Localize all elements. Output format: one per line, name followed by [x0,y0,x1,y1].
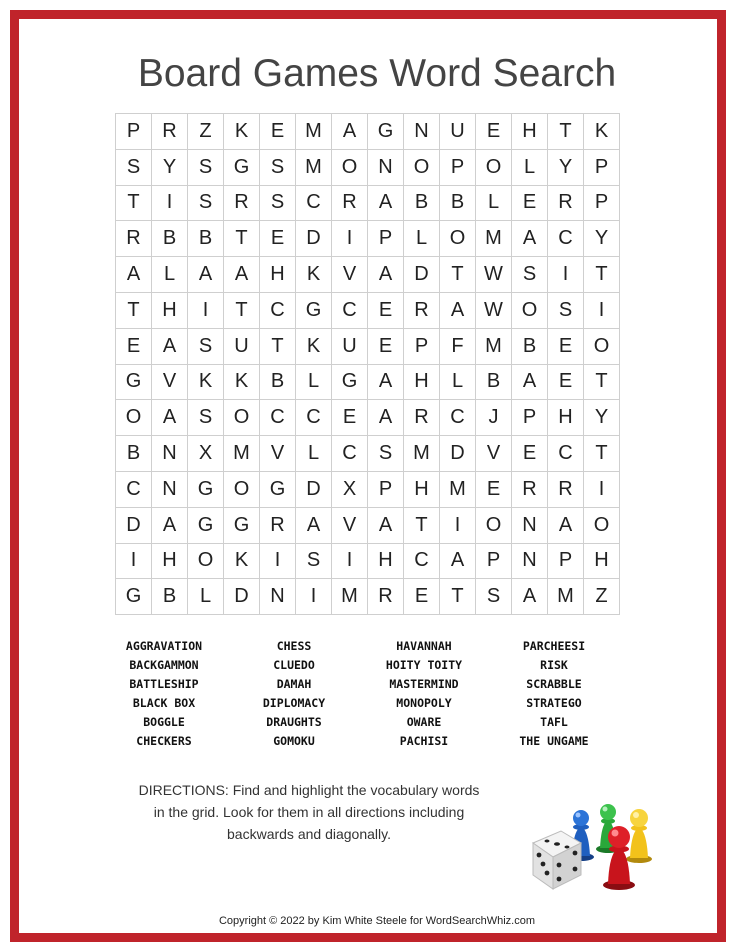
grid-cell[interactable]: S [296,544,332,580]
grid-cell[interactable]: S [512,257,548,293]
grid-cell[interactable]: I [188,293,224,329]
grid-cell[interactable]: M [296,150,332,186]
grid-cell[interactable]: X [188,436,224,472]
grid-cell[interactable]: S [188,150,224,186]
grid-cell[interactable]: C [296,400,332,436]
grid-cell[interactable]: A [368,365,404,401]
grid-cell[interactable]: N [512,544,548,580]
word-column [489,637,619,751]
page-frame [10,10,726,942]
grid-cell[interactable]: N [260,579,296,615]
grid-cell[interactable]: G [296,293,332,329]
copyright-notice: Copyright © 2022 by Kim White Steele for WordSearchWhiz.com [218,915,536,927]
grid-cell[interactable]: E [476,114,512,150]
grid-cell[interactable]: O [476,150,512,186]
grid-cell[interactable]: C [440,400,476,436]
grid-cell[interactable]: R [152,114,188,150]
grid-cell[interactable]: B [404,186,440,222]
vocabulary-word: CHESS [276,639,312,653]
grid-cell[interactable]: K [224,114,260,150]
grid-cell[interactable]: V [332,508,368,544]
grid-cell[interactable]: N [512,508,548,544]
directions-line: backwards and diagonally. [227,826,391,842]
grid-cell[interactable]: R [368,579,404,615]
grid-cell[interactable]: E [260,221,296,257]
grid-cell[interactable]: R [224,186,260,222]
grid-cell[interactable]: K [584,114,620,150]
grid-cell[interactable]: A [512,221,548,257]
word-column [229,637,359,751]
grid-cell[interactable]: S [188,329,224,365]
grid-cell[interactable]: S [476,579,512,615]
grid-cell[interactable]: C [548,436,584,472]
page-title: Board Games Word Search [137,52,617,95]
grid-cell[interactable]: K [296,329,332,365]
grid-cell[interactable]: E [368,329,404,365]
grid-cell[interactable]: R [404,400,440,436]
vocabulary-word: CLUEDO [273,658,315,672]
grid-cell[interactable]: T [116,186,152,222]
grid-cell[interactable]: S [548,293,584,329]
grid-cell[interactable]: A [548,508,584,544]
grid-cell[interactable]: L [296,436,332,472]
grid-cell[interactable]: S [368,436,404,472]
word-list [99,637,619,751]
grid-cell[interactable]: A [152,400,188,436]
grid-cell[interactable]: W [476,257,512,293]
grid-cell[interactable]: A [152,329,188,365]
grid-cell[interactable]: M [548,579,584,615]
grid-cell[interactable]: D [404,257,440,293]
grid-cell[interactable]: M [296,114,332,150]
grid-cell[interactable]: R [260,508,296,544]
grid-cell[interactable]: Y [584,400,620,436]
vocabulary-word: DAMAH [276,677,312,691]
grid-cell[interactable]: A [296,508,332,544]
grid-cell[interactable]: L [296,365,332,401]
grid-cell[interactable]: T [440,579,476,615]
grid-cell[interactable]: L [404,221,440,257]
vocabulary-word: GOMOKU [273,734,315,748]
grid-cell[interactable]: R [332,186,368,222]
grid-cell[interactable]: H [260,257,296,293]
grid-cell[interactable]: H [368,544,404,580]
grid-cell[interactable]: I [332,544,368,580]
grid-cell[interactable]: H [548,400,584,436]
grid-cell[interactable]: N [368,150,404,186]
grid-cell[interactable]: I [152,186,188,222]
grid-cell[interactable]: A [332,114,368,150]
grid-cell[interactable]: A [368,186,404,222]
grid-cell[interactable]: P [584,150,620,186]
grid-cell[interactable]: A [116,257,152,293]
vocabulary-word: CHECKERS [136,734,192,748]
grid-cell[interactable]: C [260,400,296,436]
grid-cell[interactable]: A [440,544,476,580]
grid-cell[interactable]: G [188,472,224,508]
grid-cell[interactable]: K [224,544,260,580]
vocabulary-word: DIPLOMACY [262,696,326,710]
grid-cell[interactable]: G [116,579,152,615]
dice-icon [533,831,581,889]
grid-cell[interactable]: O [440,221,476,257]
grid-cell[interactable]: I [332,221,368,257]
vocabulary-word: DRAUGHTS [266,715,322,729]
grid-cell[interactable]: Y [152,150,188,186]
grid-cell[interactable]: T [116,293,152,329]
grid-cell[interactable]: D [116,508,152,544]
grid-cell[interactable]: C [296,186,332,222]
grid-cell[interactable]: E [332,400,368,436]
grid-cell[interactable]: B [512,329,548,365]
grid-cell[interactable]: T [584,436,620,472]
grid-cell[interactable]: J [476,400,512,436]
vocabulary-word: THE UNGAME [519,734,589,748]
grid-cell[interactable]: Z [188,114,224,150]
grid-cell[interactable]: N [152,472,188,508]
grid-cell[interactable]: A [368,257,404,293]
grid-cell[interactable]: T [260,329,296,365]
grid-cell[interactable]: Y [584,221,620,257]
grid-cell[interactable]: O [584,508,620,544]
grid-cell[interactable]: R [404,293,440,329]
grid-cell[interactable]: V [332,257,368,293]
grid-cell[interactable]: V [476,436,512,472]
vocabulary-word: HOITY TOITY [385,658,463,672]
grid-cell[interactable]: B [476,365,512,401]
grid-cell[interactable]: M [332,579,368,615]
grid-cell[interactable]: P [476,544,512,580]
grid-cell[interactable]: E [404,579,440,615]
grid-cell[interactable]: E [476,472,512,508]
vocabulary-word: RISK [540,658,568,672]
grid-cell[interactable]: B [260,365,296,401]
grid-cell[interactable]: C [332,293,368,329]
grid-cell[interactable]: W [476,293,512,329]
grid-cell[interactable]: P [548,544,584,580]
grid-cell[interactable]: E [548,329,584,365]
grid-cell[interactable]: T [548,114,584,150]
grid-cell[interactable]: E [260,114,296,150]
vocabulary-word: PARCHEESI [522,639,586,653]
grid-cell[interactable]: N [152,436,188,472]
word-column [99,637,229,751]
grid-cell[interactable]: G [188,508,224,544]
grid-cell[interactable]: U [332,329,368,365]
grid-cell[interactable]: P [368,472,404,508]
directions-text [119,779,499,845]
grid-cell[interactable]: Y [548,150,584,186]
grid-cell[interactable]: M [476,329,512,365]
grid-cell[interactable]: H [512,114,548,150]
grid-cell[interactable]: P [368,221,404,257]
grid-cell[interactable]: R [116,221,152,257]
grid-cell[interactable]: I [548,257,584,293]
grid-cell[interactable]: C [548,221,584,257]
grid-cell[interactable]: M [404,436,440,472]
vocabulary-word: MASTERMIND [389,677,459,691]
grid-cell[interactable]: E [548,365,584,401]
grid-cell[interactable]: M [224,436,260,472]
grid-cell[interactable]: D [296,221,332,257]
grid-cell[interactable]: O [224,400,260,436]
vocabulary-word: AGGRAVATION [125,639,203,653]
grid-cell[interactable]: A [368,508,404,544]
grid-cell[interactable]: A [152,508,188,544]
grid-cell[interactable]: S [116,150,152,186]
grid-cell[interactable]: O [476,508,512,544]
grid-cell[interactable]: H [404,365,440,401]
grid-cell[interactable]: B [188,221,224,257]
grid-cell[interactable]: H [584,544,620,580]
grid-cell[interactable]: B [152,579,188,615]
grid-cell[interactable]: P [440,150,476,186]
grid-cell[interactable]: A [440,293,476,329]
grid-cell[interactable]: T [224,221,260,257]
vocabulary-word: HAVANNAH [396,639,452,653]
word-column [359,637,489,751]
vocabulary-word: MONOPOLY [396,696,452,710]
grid-cell[interactable]: T [404,508,440,544]
vocabulary-word: BOGGLE [143,715,185,729]
grid-cell[interactable]: X [332,472,368,508]
grid-cell[interactable]: I [584,472,620,508]
grid-cell[interactable]: C [116,472,152,508]
grid-cell[interactable]: P [116,114,152,150]
grid-cell[interactable]: O [512,293,548,329]
grid-cell[interactable]: R [548,186,584,222]
grid-cell[interactable]: D [224,579,260,615]
vocabulary-word: BLACK BOX [132,696,196,710]
grid-cell[interactable]: T [584,365,620,401]
grid-cell[interactable]: R [512,472,548,508]
vocabulary-word: OWARE [406,715,442,729]
grid-cell[interactable]: M [440,472,476,508]
grid-cell[interactable]: Z [584,579,620,615]
grid-cell[interactable]: G [116,365,152,401]
vocabulary-word: STRATEGO [526,696,582,710]
grid-cell[interactable]: M [476,221,512,257]
vocabulary-word: PACHISI [399,734,449,748]
grid-cell[interactable]: O [116,400,152,436]
grid-cell[interactable]: G [224,150,260,186]
grid-cell[interactable]: A [188,257,224,293]
grid-cell[interactable]: I [440,508,476,544]
grid-cell[interactable]: O [332,150,368,186]
grid-cell[interactable]: F [440,329,476,365]
grid-cell[interactable]: T [440,257,476,293]
vocabulary-word: BATTLESHIP [129,677,199,691]
grid-cell[interactable]: O [584,329,620,365]
grid-cell[interactable]: L [152,257,188,293]
grid-cell[interactable]: G [224,508,260,544]
grid-cell[interactable]: E [512,186,548,222]
grid-cell[interactable]: H [152,293,188,329]
grid-cell[interactable]: G [260,472,296,508]
grid-cell[interactable]: R [548,472,584,508]
grid-cell[interactable]: B [152,221,188,257]
grid-cell[interactable]: T [584,257,620,293]
grid-cell[interactable]: A [368,400,404,436]
grid-cell[interactable]: C [332,436,368,472]
grid-cell[interactable]: E [368,293,404,329]
grid-cell[interactable]: K [296,257,332,293]
grid-cell[interactable]: V [260,436,296,472]
grid-cell[interactable]: E [512,436,548,472]
grid-cell[interactable]: A [512,365,548,401]
grid-cell[interactable]: O [188,544,224,580]
directions-line: in the grid. Look for them in all directions including [153,804,465,820]
grid-cell[interactable]: C [260,293,296,329]
grid-cell[interactable]: N [404,114,440,150]
grid-cell[interactable]: S [260,186,296,222]
grid-cell[interactable]: L [476,186,512,222]
vocabulary-word: TAFL [540,715,568,729]
grid-cell[interactable]: T [224,293,260,329]
grid-cell[interactable]: K [188,365,224,401]
grid-cell[interactable]: D [296,472,332,508]
grid-cell[interactable]: A [512,579,548,615]
grid-cell[interactable]: S [260,150,296,186]
grid-cell[interactable]: I [116,544,152,580]
directions-line: DIRECTIONS: Find and highlight the vocabulary words [138,782,480,798]
grid-cell[interactable]: A [224,257,260,293]
grid-cell[interactable]: L [188,579,224,615]
grid-cell[interactable]: D [440,436,476,472]
grid-cell[interactable]: L [512,150,548,186]
grid-cell[interactable]: C [404,544,440,580]
grid-cell[interactable]: P [512,400,548,436]
grid-cell[interactable]: I [296,579,332,615]
vocabulary-word: BACKGAMMON [129,658,199,672]
grid-cell[interactable]: I [260,544,296,580]
grid-cell[interactable]: G [368,114,404,150]
grid-cell[interactable]: G [332,365,368,401]
grid-cell[interactable]: O [224,472,260,508]
grid-cell[interactable]: S [188,400,224,436]
grid-cell[interactable]: U [440,114,476,150]
vocabulary-word: SCRABBLE [526,677,582,691]
grid-cell[interactable]: U [224,329,260,365]
grid-cell[interactable]: B [440,186,476,222]
grid-cell[interactable]: K [224,365,260,401]
grid-cell[interactable]: P [584,186,620,222]
grid-cell[interactable]: L [440,365,476,401]
letter-grid [115,113,620,615]
dice-and-pawns-illustration [515,781,665,901]
grid-cell[interactable]: E [116,329,152,365]
grid-cell[interactable]: P [404,329,440,365]
grid-cell[interactable]: V [152,365,188,401]
grid-cell[interactable]: I [584,293,620,329]
grid-cell[interactable]: B [116,436,152,472]
grid-cell[interactable]: H [152,544,188,580]
grid-cell[interactable]: H [404,472,440,508]
grid-cell[interactable]: O [404,150,440,186]
grid-cell[interactable]: S [188,186,224,222]
